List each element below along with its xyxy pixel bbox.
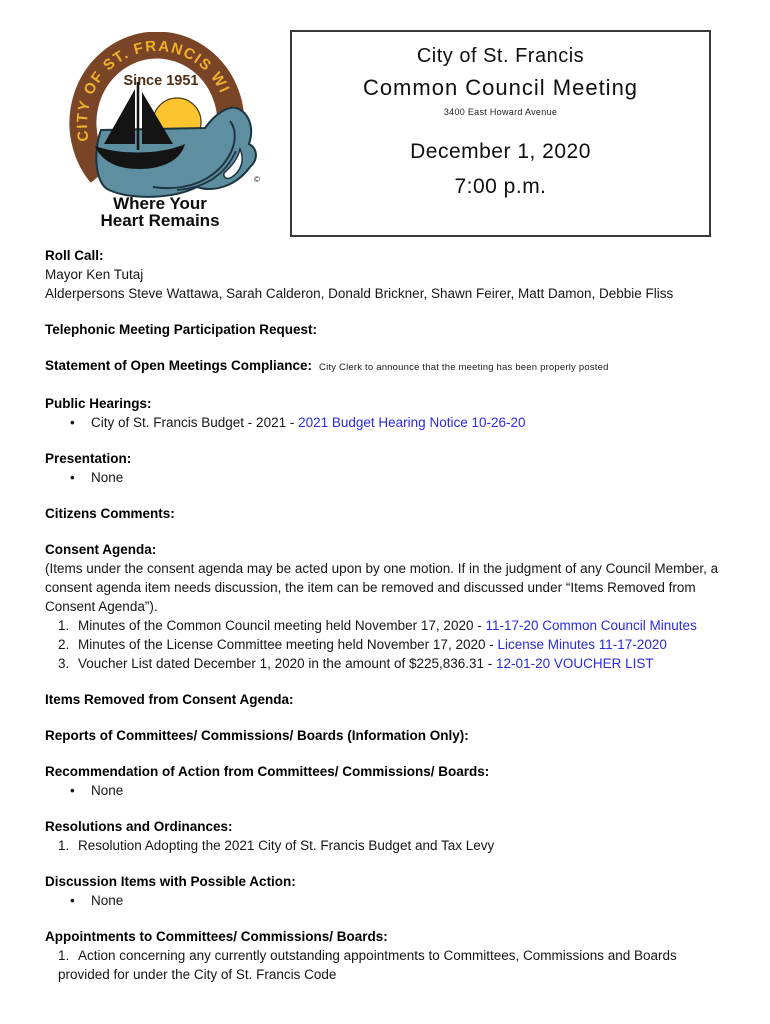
section-appointments — [45, 927, 725, 984]
section-heading: Consent Agenda: — [45, 542, 157, 557]
logo-arch-text: CITY OF ST. FRANCIS WI — [73, 37, 234, 143]
list-item — [45, 654, 725, 673]
consent-item-text: Voucher List dated December 1, 2020 in the amount of $225,836.31 - — [78, 656, 497, 671]
section-citizens-comments — [45, 504, 725, 523]
item-number: 1. — [58, 618, 70, 633]
public-hearing-text: City of St. Francis Budget - 2021 - — [91, 415, 299, 430]
open-meetings-heading: Statement of Open Meetings Compliance: — [45, 358, 313, 373]
section-heading: Discussion Items with Possible Action: — [45, 874, 296, 889]
license-minutes-link[interactable]: License Minutes 11-17-2020 — [497, 637, 667, 652]
city-name: City of St. Francis — [416, 45, 585, 67]
section-consent-agenda — [45, 540, 725, 673]
meeting-name: Common Council Meeting — [362, 75, 639, 100]
list-item — [45, 946, 725, 984]
section-resolutions — [45, 817, 725, 855]
item-number: 2. — [58, 637, 70, 652]
section-heading: Presentation: — [45, 451, 132, 466]
list-item — [45, 891, 725, 910]
section-discussion — [45, 872, 725, 910]
section-open-meetings — [45, 356, 725, 377]
logo-tagline-line1: Where Your — [113, 194, 207, 213]
logo-tagline-line2: Heart Remains — [100, 211, 220, 230]
copyright-mark: © — [254, 175, 260, 184]
meeting-time: 7:00 p.m. — [454, 175, 547, 198]
section-public-hearings — [45, 394, 725, 432]
logo-since-text: Since 1951 — [123, 73, 199, 89]
list-item — [45, 468, 725, 487]
sailboat-left-sail — [104, 89, 135, 144]
resolution-item-text: Resolution Adopting the 2021 City of St. Francis Budget and Tax Levy — [78, 838, 495, 853]
section-heading: Resolutions and Ordinances: — [45, 819, 233, 834]
discussion-item: None — [91, 893, 124, 908]
voucher-list-link[interactable]: 12-01-20 VOUCHER LIST — [496, 656, 654, 671]
bullet-icon: • — [70, 470, 75, 485]
roll-call-mayor: Mayor Ken Tutaj — [45, 267, 144, 282]
consent-item-text: Minutes of the Common Council meeting held November 17, 2020 - — [78, 618, 486, 633]
meeting-date: December 1, 2020 — [410, 140, 591, 163]
section-recommendation — [45, 762, 725, 800]
council-minutes-link[interactable]: 11-17-20 Common Council Minutes — [485, 618, 697, 633]
meeting-title-box — [290, 30, 711, 237]
section-roll-call — [45, 246, 725, 303]
bullet-icon: • — [70, 893, 75, 908]
section-telephonic — [45, 320, 725, 339]
appointments-item-text: Action concerning any currently outstanding appointments to Committees, Commissions and Boards provided for under the City of St. Francis Code — [58, 948, 677, 982]
budget-hearing-notice-link[interactable]: 2021 Budget Hearing Notice 10-26-20 — [298, 415, 526, 430]
section-items-removed — [45, 690, 725, 709]
list-item — [45, 781, 725, 800]
city-logo-graphic — [57, 32, 269, 232]
agenda-body — [45, 246, 725, 984]
section-heading: Items Removed from Consent Agenda: — [45, 692, 294, 707]
section-heading: Reports of Committees/ Commissions/ Boards (Information Only): — [45, 728, 469, 743]
section-heading: Public Hearings: — [45, 396, 152, 411]
section-heading: Citizens Comments: — [45, 506, 175, 521]
list-item — [45, 836, 725, 855]
consent-agenda-intro: (Items under the consent agenda may be acted upon by one motion. If in the judgment of any Council Member, a consent agenda item needs discussion, the item can be removed and discussed under “Items Removed from Consent Agenda”). — [45, 561, 719, 614]
list-item — [45, 635, 725, 654]
section-reports — [45, 726, 725, 745]
open-meetings-note: City Clerk to announce that the meeting has been properly posted — [319, 362, 609, 373]
section-heading: Telephonic Meeting Participation Request: — [45, 322, 318, 337]
header — [45, 30, 725, 237]
section-presentation — [45, 449, 725, 487]
roll-call-alderpersons: Alderpersons Steve Wattawa, Sarah Calderon, Donald Brickner, Shawn Feirer, Matt Damon, Debbie Fliss — [45, 286, 674, 301]
city-logo — [57, 32, 269, 232]
presentation-item: None — [91, 470, 124, 485]
bullet-icon: • — [70, 415, 75, 430]
section-heading: Roll Call: — [45, 248, 104, 263]
bullet-icon: • — [70, 783, 75, 798]
item-number: 3. — [58, 656, 70, 671]
recommendation-item: None — [91, 783, 124, 798]
public-hearing-item — [91, 413, 526, 432]
list-item — [45, 616, 725, 635]
consent-item-text: Minutes of the License Committee meeting held November 17, 2020 - — [78, 637, 498, 652]
item-number: 1. — [58, 948, 70, 963]
section-heading: Recommendation of Action from Committees/ Commissions/ Boards: — [45, 764, 490, 779]
meeting-address: 3400 East Howard Avenue — [443, 107, 558, 117]
list-item — [45, 413, 725, 432]
section-heading: Appointments to Committees/ Commissions/ Boards: — [45, 929, 388, 944]
section-heading — [45, 356, 725, 377]
item-number: 1. — [58, 838, 70, 853]
